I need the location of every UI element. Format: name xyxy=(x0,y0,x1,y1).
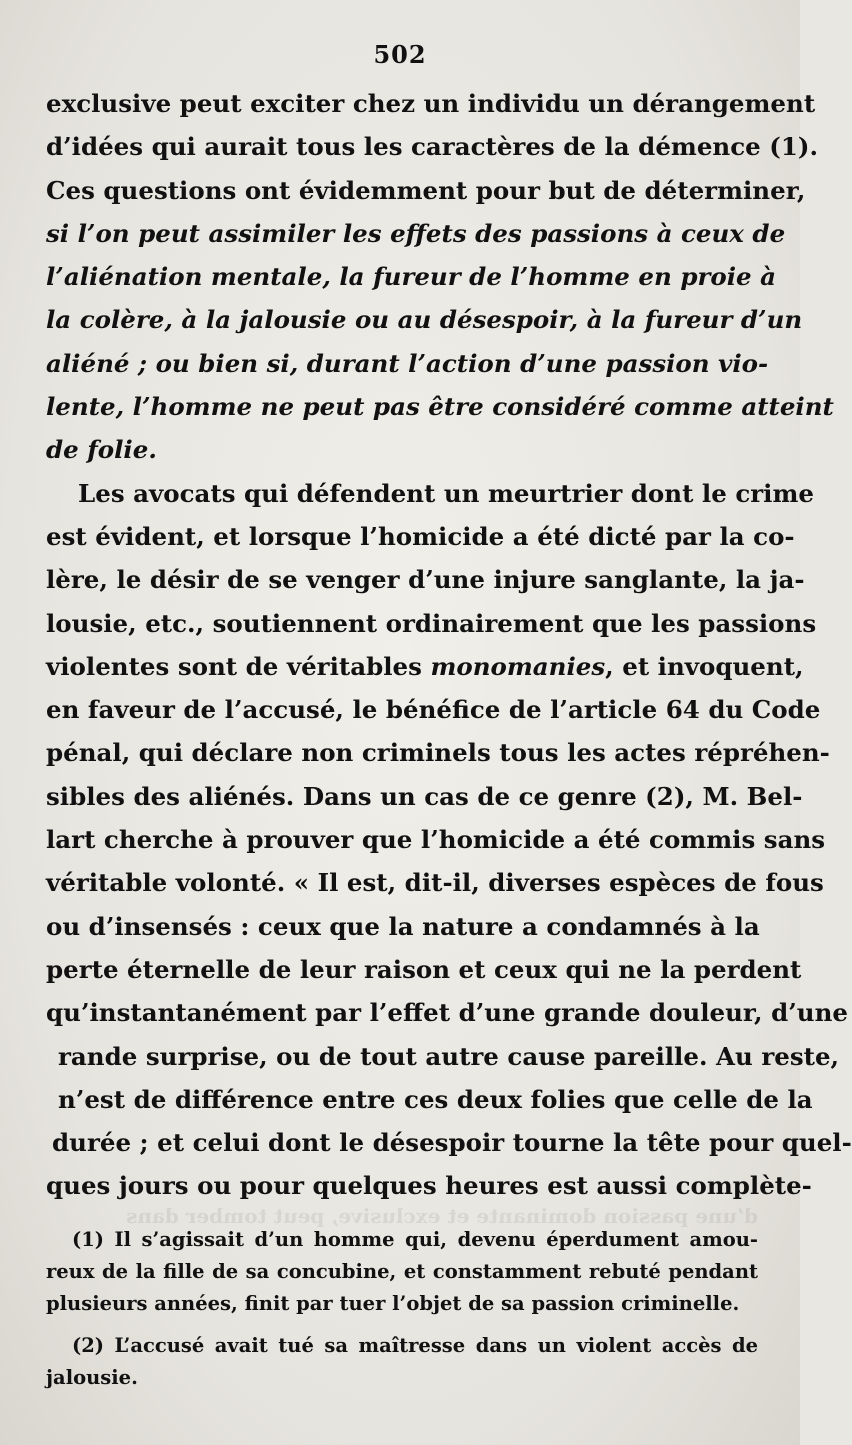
text-line xyxy=(46,125,819,168)
text-segment: de folie. xyxy=(46,435,157,465)
text-segment: ques jours ou pour quelques heures est aussi complète- xyxy=(46,1171,812,1201)
text-line xyxy=(46,342,769,385)
text-segment: lart cherche à prouver que l’homicide a été commis sans xyxy=(46,825,826,855)
text-line xyxy=(46,472,814,515)
text-segment: qu’instantanément par l’effet d’une grande douleur, d’une xyxy=(46,998,848,1028)
text-segment: est évident, et lorsque l’homicide a été dicté par la co- xyxy=(46,521,795,551)
text-segment: ou d’insensés : ceux que la nature a condamnés à la xyxy=(46,911,760,941)
text-segment: lente, l’homme ne peut pas être considéré comme atteint xyxy=(46,392,834,422)
text-segment: aliéné ; ou bien si, durant l’action d’une passion vio- xyxy=(46,348,769,378)
text-line xyxy=(46,169,806,212)
text-line xyxy=(46,515,795,558)
text-segment: pénal, qui déclare non criminels tous les actes répréhen- xyxy=(46,738,830,768)
footnote-line: plusieurs années, finit par tuer l’objet de sa passion criminelle. xyxy=(46,1292,740,1315)
text-segment: la colère, à la jalousie ou au désespoir, à la fureur d’un xyxy=(46,305,803,335)
text-line xyxy=(46,775,803,818)
text-segment: lère, le désir de se venger d’une injure sanglante, la ja- xyxy=(46,565,805,595)
text-line xyxy=(46,298,803,341)
text-segment: perte éternelle de leur raison et ceux qui ne la perdent xyxy=(46,954,802,984)
text-segment: en faveur de l’accusé, le bénéfice de l’article 64 du Code xyxy=(46,695,821,725)
text-line xyxy=(46,428,756,471)
show-through-text: d’une passion dominante et exclusive, peut tomber dans xyxy=(126,1204,758,1228)
text-line xyxy=(46,688,821,731)
text-line xyxy=(46,82,816,125)
footnote-line: (1) Il s’agissait d’un homme qui, devenu éperdument amou- xyxy=(72,1228,758,1251)
text-line xyxy=(46,818,826,861)
text-line xyxy=(46,255,776,298)
text-segment: , et invoquent, xyxy=(605,651,804,681)
text-segment: exclusive peut exciter chez un individu un dérangement xyxy=(46,89,816,118)
footnote-line: jalousie. xyxy=(46,1366,138,1389)
text-line xyxy=(46,861,824,904)
text-line xyxy=(46,645,804,688)
footnotes xyxy=(46,1224,758,1394)
text-segment: violentes sont de véritables xyxy=(46,651,431,681)
text-segment: Les avocats qui défendent un meurtrier dont le crime xyxy=(78,478,814,508)
text-line xyxy=(46,1035,840,1078)
text-line xyxy=(46,948,802,991)
text-segment: si l’on peut assimiler les effets des passions à ceux de xyxy=(46,218,786,248)
body-text xyxy=(46,82,852,1208)
text-line xyxy=(46,905,760,948)
footnote-line: reux de la fille de sa concubine, et constamment rebuté pendant xyxy=(46,1260,758,1283)
text-segment: d’idées qui aurait tous les caractères de la démence (1). xyxy=(46,132,819,162)
text-segment: n’est de différence entre ces deux folies que celle de la xyxy=(58,1084,813,1114)
text-segment: l’aliénation mentale, la fureur de l’homme en proie à xyxy=(46,262,776,292)
text-segment: véritable volonté. « Il est, dit-il, diverses espèces de fous xyxy=(46,868,824,898)
text-line xyxy=(46,991,848,1034)
text-segment: durée ; et celui dont le désespoir tourne la tête pour quel- xyxy=(52,1128,852,1158)
text-line xyxy=(46,1121,852,1164)
text-line xyxy=(46,558,805,601)
text-line xyxy=(46,1164,812,1207)
text-line xyxy=(46,212,786,255)
text-line xyxy=(46,385,834,428)
text-line xyxy=(46,602,817,645)
text-segment: lousie, etc., soutiennent ordinairement que les passions xyxy=(46,608,817,638)
text-segment: sibles des aliénés. Dans un cas de ce genre (2), M. Bel- xyxy=(46,781,803,811)
text-segment: monomanies xyxy=(430,651,606,681)
text-segment: Ces questions ont évidemment pour but de déterminer, xyxy=(46,175,806,205)
text-line xyxy=(46,1078,813,1121)
text-line xyxy=(46,731,830,774)
text-segment: rande surprise, ou de tout autre cause pareille. Au reste, xyxy=(58,1041,840,1071)
footnote-line: (2) L’accusé avait tué sa maîtresse dans un violent accès de xyxy=(72,1334,758,1357)
page-number: 502 xyxy=(373,40,427,69)
